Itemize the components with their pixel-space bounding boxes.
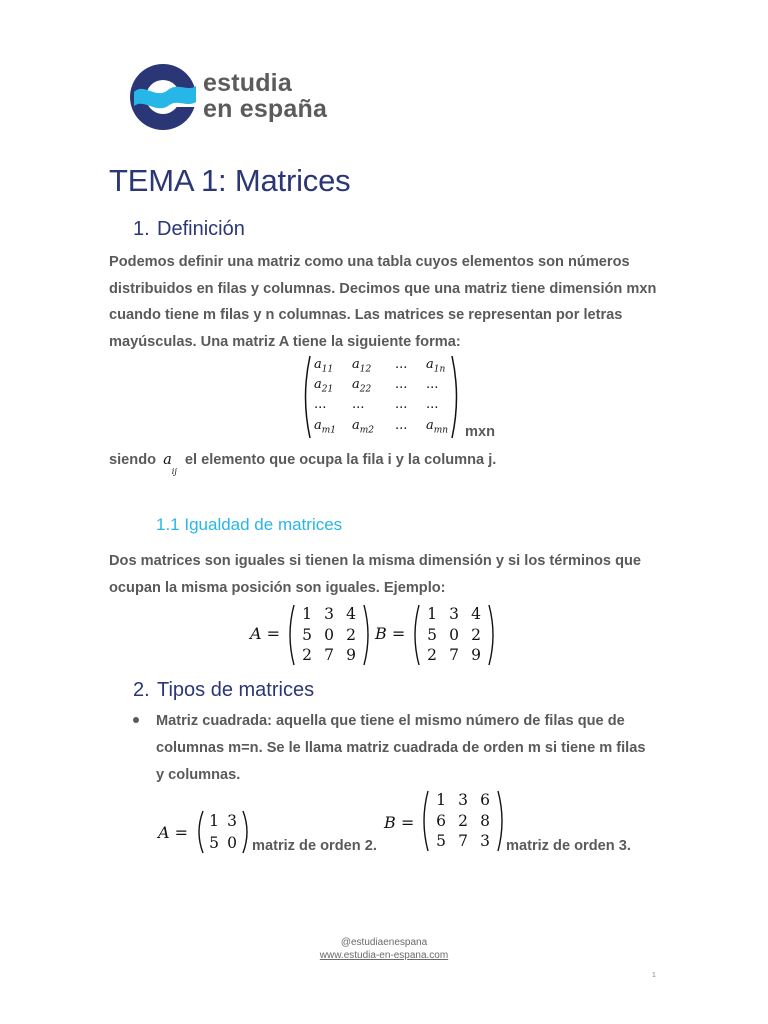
bullet-point xyxy=(133,717,139,723)
footer-handle: @estudiaenespana xyxy=(340,937,428,948)
general-matrix-cell: ... xyxy=(395,418,408,433)
logo-line-1: estudia xyxy=(203,69,292,97)
general-matrix-cell: $a_{m2}$ xyxy=(352,418,375,436)
general-matrix-cell: ... xyxy=(314,397,327,412)
section-1-number: 1. xyxy=(133,218,150,240)
section-2-number: 2. xyxy=(133,679,150,701)
general-matrix-cell: ... xyxy=(426,377,439,392)
equality-matrix-a xyxy=(286,604,372,666)
general-matrix-cell: $a_{m1}$ xyxy=(314,418,337,436)
matrix-a-label: A = xyxy=(250,624,281,643)
square-matrix-a xyxy=(195,810,251,854)
logo-line-2: en españa xyxy=(203,95,328,123)
brand-logo xyxy=(128,62,358,132)
matrix-cell: 0 xyxy=(227,833,237,852)
right-parenthesis xyxy=(362,604,372,666)
matrix-cell: 1 xyxy=(436,790,446,809)
square-matrix-b xyxy=(420,790,506,852)
section-1-paragraph: Podemos definir una matriz como una tabla cuyos elementos son números distribuidos en filas y columnas. Decimos que una matriz tiene dimensión mxn cuando tiene m filas y n columnas. Las matrices se representan por letras mayúsculas. Una matriz A tiene la siguiente forma: xyxy=(109,254,657,350)
matrix-cell: 0 xyxy=(324,625,334,644)
matrix-cell: 5 xyxy=(427,625,437,644)
element-prefix: siendo xyxy=(109,452,157,468)
matrix-cell: 7 xyxy=(458,832,468,851)
order-3-note: matriz de orden 3. xyxy=(506,838,631,854)
element-symbol: $a_{ij}$ xyxy=(163,451,177,476)
matrix-cell: 3 xyxy=(324,604,334,623)
general-matrix-cell: ... xyxy=(395,377,408,392)
matrix-cell: 1 xyxy=(209,811,219,830)
matrix-b-label: B = xyxy=(375,624,406,643)
matrix-cell: 1 xyxy=(427,604,437,623)
left-parenthesis xyxy=(300,355,312,439)
right-parenthesis xyxy=(496,790,506,852)
matrix-cell: 4 xyxy=(471,604,481,623)
general-matrix-cell: $a_{22}$ xyxy=(352,377,372,395)
logo-wordmark xyxy=(203,70,327,122)
section-1-1-heading: 1.1 Igualdad de matrices xyxy=(156,515,343,534)
left-parenthesis xyxy=(420,790,430,852)
matrix-cell: 6 xyxy=(480,790,490,809)
left-parenthesis xyxy=(286,604,296,666)
matrix-cell: 3 xyxy=(458,790,468,809)
equality-matrix-b xyxy=(411,604,497,666)
square-matrix-b-label: B = xyxy=(384,813,415,832)
matrix-cell: 9 xyxy=(471,646,481,665)
general-matrix-cell: ... xyxy=(395,357,408,372)
matrix-cell: 4 xyxy=(346,604,356,623)
page-number: 1 xyxy=(652,972,656,979)
matrix-cell: 6 xyxy=(436,811,446,830)
right-parenthesis xyxy=(450,355,462,439)
section-2-heading xyxy=(133,679,314,702)
section-1-title: Definición xyxy=(157,218,245,240)
matrix-cell: 5 xyxy=(436,832,446,851)
footer-link-wrapper xyxy=(0,950,768,961)
section-1-1-paragraph: Dos matrices son iguales si tienen la misma dimensión y si los términos que ocupan la misma posición son iguales. Ejemplo: xyxy=(109,553,642,596)
order-2-note: matriz de orden 2. xyxy=(252,838,377,854)
right-parenthesis xyxy=(487,604,497,666)
general-matrix-cell: ... xyxy=(426,397,439,412)
matrix-cell: 3 xyxy=(480,832,490,851)
general-matrix-cell: ... xyxy=(352,397,365,412)
general-matrix-cell: $a_{12}$ xyxy=(352,357,372,375)
matrix-cell: 7 xyxy=(449,646,459,665)
matrix-dimension-label: mxn xyxy=(465,424,496,440)
square-matrix-a-label: A = xyxy=(158,823,189,842)
matrix-cell: 9 xyxy=(346,646,356,665)
matrix-cell: 5 xyxy=(209,833,219,852)
section-1-heading xyxy=(133,218,245,241)
matrix-cell: 0 xyxy=(449,625,459,644)
logo-e-icon xyxy=(128,62,200,132)
element-sentence xyxy=(109,451,497,476)
matrix-cell: 3 xyxy=(227,811,237,830)
general-matrix-cell: ... xyxy=(395,397,408,412)
matrix-cell: 2 xyxy=(302,646,312,665)
matrix-cell: 2 xyxy=(427,646,437,665)
right-parenthesis xyxy=(241,810,251,854)
matrix-cell: 2 xyxy=(471,625,481,644)
matrix-cell: 8 xyxy=(480,811,490,830)
general-matrix-cell: $a_{mn}$ xyxy=(426,418,449,436)
matrix-cell: 7 xyxy=(324,646,334,665)
matrix-cell: 3 xyxy=(449,604,459,623)
general-matrix-cell: $a_{11}$ xyxy=(314,357,334,375)
general-matrix-cell: $a_{21}$ xyxy=(314,377,334,395)
page-title: TEMA 1: Matrices xyxy=(109,163,351,198)
element-description: el elemento que ocupa la fila i y la columna j. xyxy=(184,452,497,468)
matrix-cell: 2 xyxy=(346,625,356,644)
matrix-cell: 1 xyxy=(302,604,312,623)
footer-website-link[interactable]: www.estudia-en-espana.com xyxy=(319,950,449,961)
left-parenthesis xyxy=(411,604,421,666)
matrix-cell: 2 xyxy=(458,811,468,830)
general-matrix-cell: $a_{1n}$ xyxy=(426,357,446,375)
matrix-cell: 5 xyxy=(302,625,312,644)
square-matrix-definition: Matriz cuadrada: aquella que tiene el mismo número de filas que de columnas m=n. Se le llama matriz cuadrada de orden m si tiene m filas y columnas. xyxy=(156,713,646,783)
section-2-title: Tipos de matrices xyxy=(157,679,315,701)
